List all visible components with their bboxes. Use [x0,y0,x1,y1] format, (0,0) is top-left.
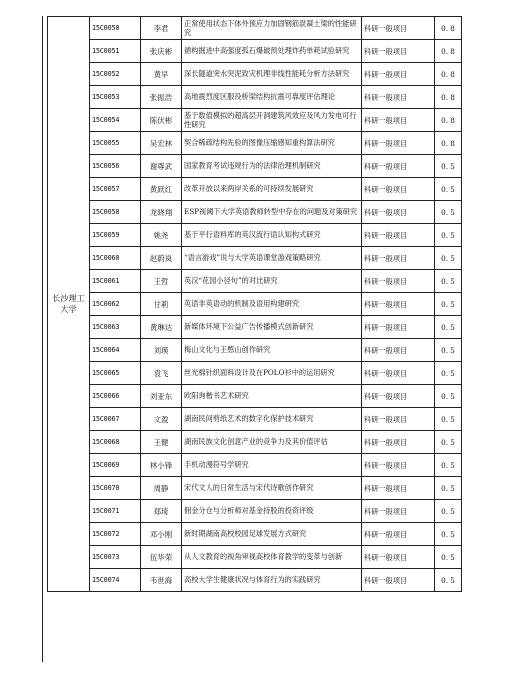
funding-amount-cell: 0. 5 [435,569,462,592]
project-type-cell: 科研一般项目 [362,86,435,109]
table-row [48,178,462,201]
project-type-cell: 科研一般项目 [362,316,435,339]
table-row [48,86,462,109]
project-type-cell: 科研一般项目 [362,477,435,500]
project-type-cell: 科研一般项目 [362,385,435,408]
table-row [48,408,462,431]
table-row [48,247,462,270]
project-type-cell: 科研一般项目 [362,454,435,477]
funding-amount-cell: 0. 5 [435,293,462,316]
project-type-cell: 科研一般项目 [362,224,435,247]
leader-name-cell: 黄琳达 [141,316,182,339]
project-type-cell: 科研一般项目 [362,270,435,293]
leader-name-cell: 谢尊武 [141,155,182,178]
leader-name-cell: 文盈 [141,408,182,431]
funding-amount-cell: 0. 5 [435,500,462,523]
project-code-cell: 15C0058 [90,201,141,224]
leader-name-cell: 王哲 [141,270,182,293]
project-code-cell: 15C0051 [90,40,141,63]
leader-name-cell: 陈伏彬 [141,109,182,132]
project-code-cell: 15C0067 [90,408,141,431]
project-type-cell: 科研一般项目 [362,40,435,63]
project-type-cell: 科研一般项目 [362,201,435,224]
project-code-cell: 15C0059 [90,224,141,247]
project-title-cell: 基于数值模拟的超高层开洞建筑风效应及风力发电可行性研究 [182,109,362,132]
funding-amount-cell: 0. 5 [435,316,462,339]
funding-amount-cell: 0. 5 [435,155,462,178]
project-code-cell: 15C0064 [90,339,141,362]
project-title-cell: 湖南民族文化创意产业的竞争力及其价值评估 [182,431,362,454]
project-title-cell: 国家教育考试违规行为的法律治理机制研究 [182,155,362,178]
funding-amount-cell: 0. 5 [435,477,462,500]
table-row [48,63,462,86]
funding-amount-cell: 0. 5 [435,362,462,385]
project-code-cell: 15C0054 [90,109,141,132]
leader-name-cell: 韦世海 [141,569,182,592]
project-type-cell: 科研一般项目 [362,247,435,270]
project-title-cell: 深长隧道突水突泥致灾机理非线性能耗分析方法研究 [182,63,362,86]
project-title-cell: 湖南民间剪纸艺术的数字化保护技术研究 [182,408,362,431]
project-title-cell: “语言游戏”说与大学英语课堂游戏策略研究 [182,247,362,270]
table-row [48,40,462,63]
school-name-cell: 长沙理工大学 [48,17,90,592]
project-title-cell: 宋代文人的日常生活与宋代诗歌创作研究 [182,477,362,500]
project-title-cell: 高校大学生健康状况与体育行为的实践研究 [182,569,362,592]
project-code-cell: 15C0057 [90,178,141,201]
funding-amount-cell: 0. 8 [435,132,462,155]
table-row [48,385,462,408]
project-type-cell: 科研一般项目 [362,500,435,523]
project-type-cell: 科研一般项目 [362,408,435,431]
leader-name-cell: 姚尧 [141,224,182,247]
table-row [48,155,462,178]
project-title-cell: 契合稀疏结构先验的图像压缩感知重构算法研究 [182,132,362,155]
project-code-cell: 15C0073 [90,546,141,569]
funding-amount-cell: 0. 8 [435,40,462,63]
project-table-sheet [47,16,461,592]
project-code-cell: 15C0071 [90,500,141,523]
project-title-cell: 从人文教育的视角审视高校体育教学的变革与创新 [182,546,362,569]
project-type-cell: 科研一般项目 [362,132,435,155]
funding-amount-cell: 0. 5 [435,454,462,477]
project-type-cell: 科研一般项目 [362,546,435,569]
project-table [47,16,462,592]
table-row [48,201,462,224]
project-code-cell: 15C0052 [90,63,141,86]
project-code-cell: 15C0069 [90,454,141,477]
project-code-cell: 15C0053 [90,86,141,109]
leader-name-cell: 黄早 [141,63,182,86]
table-row [48,17,462,40]
funding-amount-cell: 0. 8 [435,63,462,86]
project-type-cell: 科研一般项目 [362,431,435,454]
funding-amount-cell: 0. 5 [435,247,462,270]
table-row [48,339,462,362]
table-row [48,132,462,155]
project-title-cell: ESP视阈下大学英语教师转型中存在的问题及对策研究 [182,201,362,224]
project-code-cell: 15C0072 [90,523,141,546]
project-title-cell: 新时期湖南高校校园足球发展方式研究 [182,523,362,546]
leader-name-cell: 袁飞 [141,362,182,385]
project-title-cell: 改革开放以来两岸关系的可持续发展研究 [182,178,362,201]
table-row [48,362,462,385]
project-title-cell: 欧阳询楷书艺术研究 [182,385,362,408]
funding-amount-cell: 0. 5 [435,385,462,408]
project-code-cell: 15C0065 [90,362,141,385]
funding-amount-cell: 0. 8 [435,109,462,132]
project-type-cell: 科研一般项目 [362,362,435,385]
leader-name-cell: 张振浩 [141,86,182,109]
project-type-cell: 科研一般项目 [362,155,435,178]
project-type-cell: 科研一般项目 [362,293,435,316]
leader-name-cell: 黄跃红 [141,178,182,201]
project-code-cell: 15C0061 [90,270,141,293]
project-type-cell: 科研一般项目 [362,63,435,86]
project-code-cell: 15C0074 [90,569,141,592]
leader-name-cell: 王健 [141,431,182,454]
project-code-cell: 15C0068 [90,431,141,454]
project-type-cell: 科研一般项目 [362,109,435,132]
project-title-cell: 基于平行语料库的英汉流行语认知构式研究 [182,224,362,247]
table-row [48,454,462,477]
project-title-cell: 循构掘进中高强度孤石爆破预处理炸药单耗试验研究 [182,40,362,63]
table-row [48,293,462,316]
leader-name-cell: 林小锋 [141,454,182,477]
project-type-cell: 科研一般项目 [362,178,435,201]
leader-name-cell: 周静 [141,477,182,500]
leader-name-cell: 邓小刚 [141,523,182,546]
project-table-body [48,17,462,592]
project-type-cell: 科研一般项目 [362,523,435,546]
project-title-cell: 新媒体环境下公益广告传播模式创新研究 [182,316,362,339]
table-row [48,109,462,132]
project-title-cell: 英语非英语动的机制及语用构建研究 [182,293,362,316]
project-title-cell: 高地震烈度区服役桥梁结构抗震可靠度评估理论 [182,86,362,109]
project-code-cell: 15C0063 [90,316,141,339]
funding-amount-cell: 0. 5 [435,201,462,224]
funding-amount-cell: 0. 8 [435,86,462,109]
table-row [48,316,462,339]
project-type-cell: 科研一般项目 [362,339,435,362]
project-title-cell: 正常使用状态下体外预应力加固钢筋混凝土梁的性能研究 [182,17,362,40]
leader-name-cell: 伍华荣 [141,546,182,569]
funding-amount-cell: 0. 5 [435,523,462,546]
table-row [48,500,462,523]
leader-name-cell: 刘瑛 [141,339,182,362]
leader-name-cell: 吴宏林 [141,132,182,155]
table-row [48,523,462,546]
leader-name-cell: 甘莉 [141,293,182,316]
funding-amount-cell: 0. 5 [435,270,462,293]
project-type-cell: 科研一般项目 [362,17,435,40]
funding-amount-cell: 0. 5 [435,178,462,201]
leader-name-cell: 李君 [141,17,182,40]
table-left-border [42,16,46,662]
project-code-cell: 15C0055 [90,132,141,155]
project-title-cell: 佣金分仓与分析师对基金持股的投资评级 [182,500,362,523]
table-row [48,224,462,247]
funding-amount-cell: 0. 5 [435,224,462,247]
leader-name-cell: 郑琦 [141,500,182,523]
project-code-cell: 15C0070 [90,477,141,500]
table-row [48,569,462,592]
project-code-cell: 15C0056 [90,155,141,178]
leader-name-cell: 刘亚东 [141,385,182,408]
funding-amount-cell: 0. 5 [435,546,462,569]
project-type-cell: 科研一般项目 [362,569,435,592]
project-code-cell: 15C0066 [90,385,141,408]
project-title-cell: 英汉“花园小径句”的对比研究 [182,270,362,293]
project-code-cell: 15C0060 [90,247,141,270]
project-code-cell: 15C0062 [90,293,141,316]
table-row [48,477,462,500]
project-code-cell: 15C0050 [90,17,141,40]
funding-amount-cell: 0. 5 [435,408,462,431]
funding-amount-cell: 0. 8 [435,17,462,40]
table-row [48,270,462,293]
funding-amount-cell: 0. 5 [435,339,462,362]
leader-name-cell: 龙晓翔 [141,201,182,224]
leader-name-cell: 张庆彬 [141,40,182,63]
funding-amount-cell: 0. 5 [435,431,462,454]
leader-name-cell: 赵蔚岚 [141,247,182,270]
table-row [48,431,462,454]
project-title-cell: 手机动漫符号学研究 [182,454,362,477]
table-row [48,546,462,569]
project-title-cell: 梅山文化与王憨山创作研究 [182,339,362,362]
project-title-cell: 丝光棉针织面料设计及在POLO衫中的运用研究 [182,362,362,385]
